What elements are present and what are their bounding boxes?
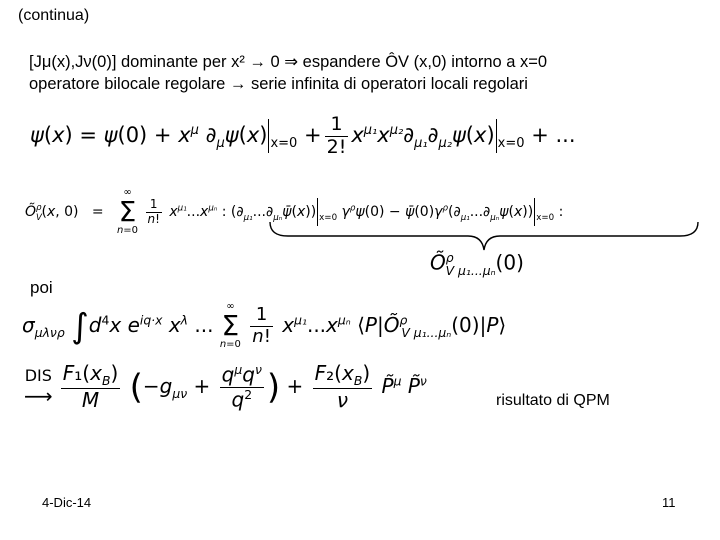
underbrace (268, 220, 700, 252)
qpm-result-label: risultato di QPM (496, 392, 610, 409)
slide-title: (continua) (18, 7, 90, 24)
dis-result-equation: DIS ⟶ $\frac{F_1(x_B)}{M}$ ($-g_{\mu\nu}$ + $\frac{q^\mu q^\nu}{q^2}$ ) + $\frac{F_2(x_B)}{\nu}$ P̃$^\mu$ P̃$^\nu$ (24, 361, 427, 413)
intro-line-2: operatore bilocale regolare → serie infinita di operatori locali regolari (29, 75, 528, 93)
footer-date: 4-Dic-14 (42, 495, 92, 510)
intro-line-1: [Jμ(x),Jν(0)] dominante per x² → 0 ⇒ espandere ÔV (x,0) intorno a x=0 (29, 53, 548, 71)
page-number: 11 (662, 495, 676, 510)
local-operator-label: $Õ^\rho_{V \mu_1...\mu_n}(0)$ (430, 250, 524, 278)
matrix-element-equation: $\sigma_{\mu\lambda\nu\rho}$ $\int d^4x$ $e^{iq\cdot x}$ $x^\lambda$ ... ∞ Σ n=0 $\frac{1}{n!}$ $x^{\mu_1}...x^{\mu_n}$ $⟨P|Õ^\rho_{V \mu_1...\mu_n}(0)|P⟩$ (22, 301, 507, 350)
poi-label: poi (30, 278, 53, 297)
taylor-expansion-equation: $\psi(x) = \psi(0) + x^\mu$ $\partial_\mu\psi(x) _{x=0}$ + $\frac{1}{2!}$ $x^{\mu_1}x^{\mu_2}\partial_{\mu_1}\partial_{\mu_2}\psi(x) _{x=0}$ + ... (30, 113, 576, 158)
bilocal-operator-equation: $Õ_V^\rho(x$, 0) = ∞ Σ n=0 $\frac{1}{n!}$ $x^{\mu_1}...x^{\mu_n}$ : $(\partial_{\mu_1}...\partial_{\mu_n}\psī(x))$ $_{x=0}$ $\gamma^\rho\psi(0)$ − $\psī(0)\gamma^\rho(\partial_{\mu_1}...\partial_{\mu_n}\psi(x))$ $_{x=0}$ : (25, 187, 564, 236)
dis-label: DIS (24, 366, 52, 386)
